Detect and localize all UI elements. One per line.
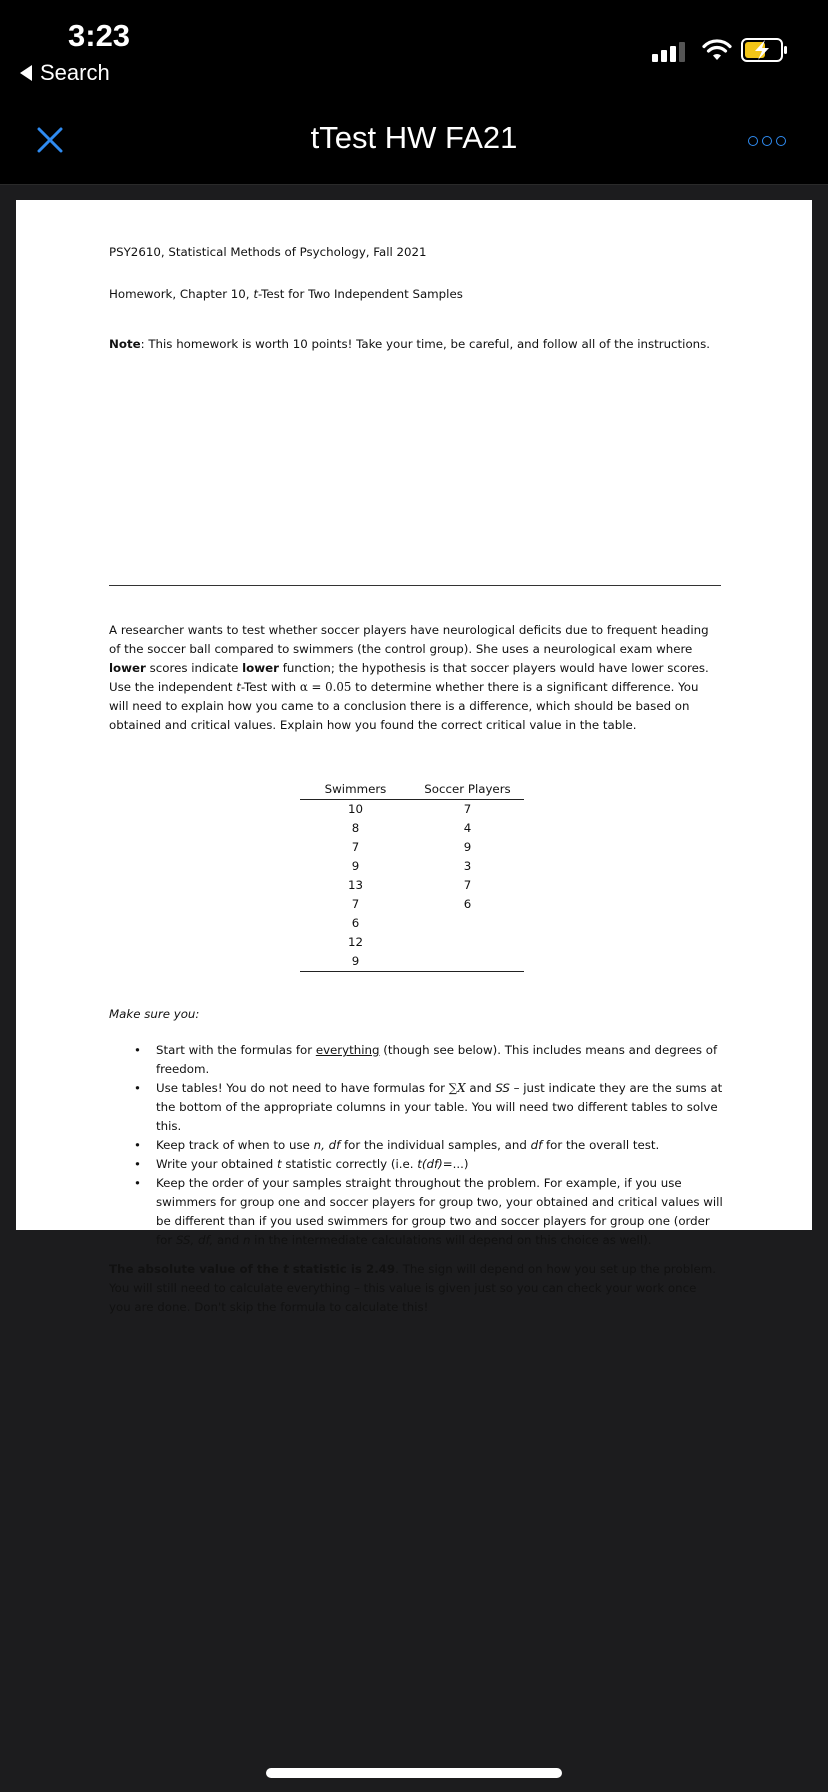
- back-label: Search: [40, 60, 110, 85]
- table-row: 13 7: [347, 878, 472, 892]
- wifi-icon: [702, 38, 732, 62]
- make-sure-heading: Make sure you:: [109, 1007, 200, 1021]
- cellular-signal-icon: [652, 40, 690, 62]
- table-row: 10 7: [347, 802, 472, 816]
- document-viewer[interactable]: [0, 185, 828, 1792]
- back-arrow-icon: [20, 65, 32, 81]
- table-header-soccer: Soccer Players: [411, 780, 524, 800]
- home-indicator[interactable]: [266, 1768, 562, 1778]
- instruction-list: [134, 1041, 726, 1250]
- list-item: • Keep track of when to use n, df for the individual samples, and df for the overall test.: [134, 1136, 726, 1155]
- table-row: 7 9: [351, 840, 472, 854]
- divider: [109, 585, 721, 586]
- course-line: PSY2610, Statistical Methods of Psychology, Fall 2021: [109, 245, 427, 259]
- note-line: Note: This homework is worth 10 points! Take your time, be careful, and follow all of the instructions.: [109, 337, 711, 351]
- document-page: [16, 200, 812, 1314]
- table-row: 8 4: [351, 821, 472, 835]
- document-title: tTest HW FA21: [310, 120, 518, 155]
- list-item: • Use tables! You do not need to have formulas for ∑X and SS – just indicate they are the sums at the bottom of the appropriate columns in your table. You will need two different tables to solve this.: [134, 1079, 726, 1136]
- table-row: 9: [300, 952, 524, 972]
- list-item: • Keep the order of your samples straight throughout the problem. For example, if you use swimmers for group one and soccer players for group two, your obtained and critical values will be different than if you used swimmers for group two and soccer players for group one (order for SS, df, and n in the intermediate calculations will depend on this choice as well).: [134, 1174, 726, 1250]
- table-row: 7 6: [351, 897, 472, 911]
- table-row: 12: [347, 935, 363, 949]
- status-bar: [0, 0, 828, 100]
- table-row: 6: [351, 916, 360, 930]
- table-header-swimmers: Swimmers: [300, 780, 411, 800]
- list-item: • Write your obtained t statistic correctly (i.e. t(df)=...): [134, 1155, 726, 1174]
- list-item: • Start with the formulas for everything (though see below). This includes means and degrees of freedom.: [134, 1041, 726, 1079]
- homework-line: Homework, Chapter 10, t-Test for Two Independent Samples: [109, 287, 463, 301]
- answer-hint-paragraph: The absolute value of the t statistic is 2.49. The sign will depend on how you set up the problem. You will still need to calculate everything – this value is given just so you can check your work once you are done. Don't skip the formula to calculate this!: [109, 1262, 717, 1314]
- back-to-search-button[interactable]: [20, 60, 110, 86]
- table-row: 9 3: [351, 859, 472, 873]
- battery-charging-icon: [741, 38, 789, 62]
- status-time: 3:23: [68, 18, 131, 53]
- more-options-icon[interactable]: [748, 136, 786, 146]
- data-table: [300, 780, 524, 972]
- problem-paragraph: A researcher wants to test whether soccer players have neurological deficits due to frequent heading of the soccer ball compared to swimmers (the control group). She uses a neurological exam where lower scores indicate lower function; the hypothesis is that soccer players would have lower scores. Use the independent t-Test with α = 0.05 to determine whether there is a significant difference. You will need to explain how you came to a conclusion there is a difference, which should be based on obtained and critical values. Explain how you found the correct critical value in the table.: [109, 623, 709, 732]
- navigation-bar: [0, 100, 828, 185]
